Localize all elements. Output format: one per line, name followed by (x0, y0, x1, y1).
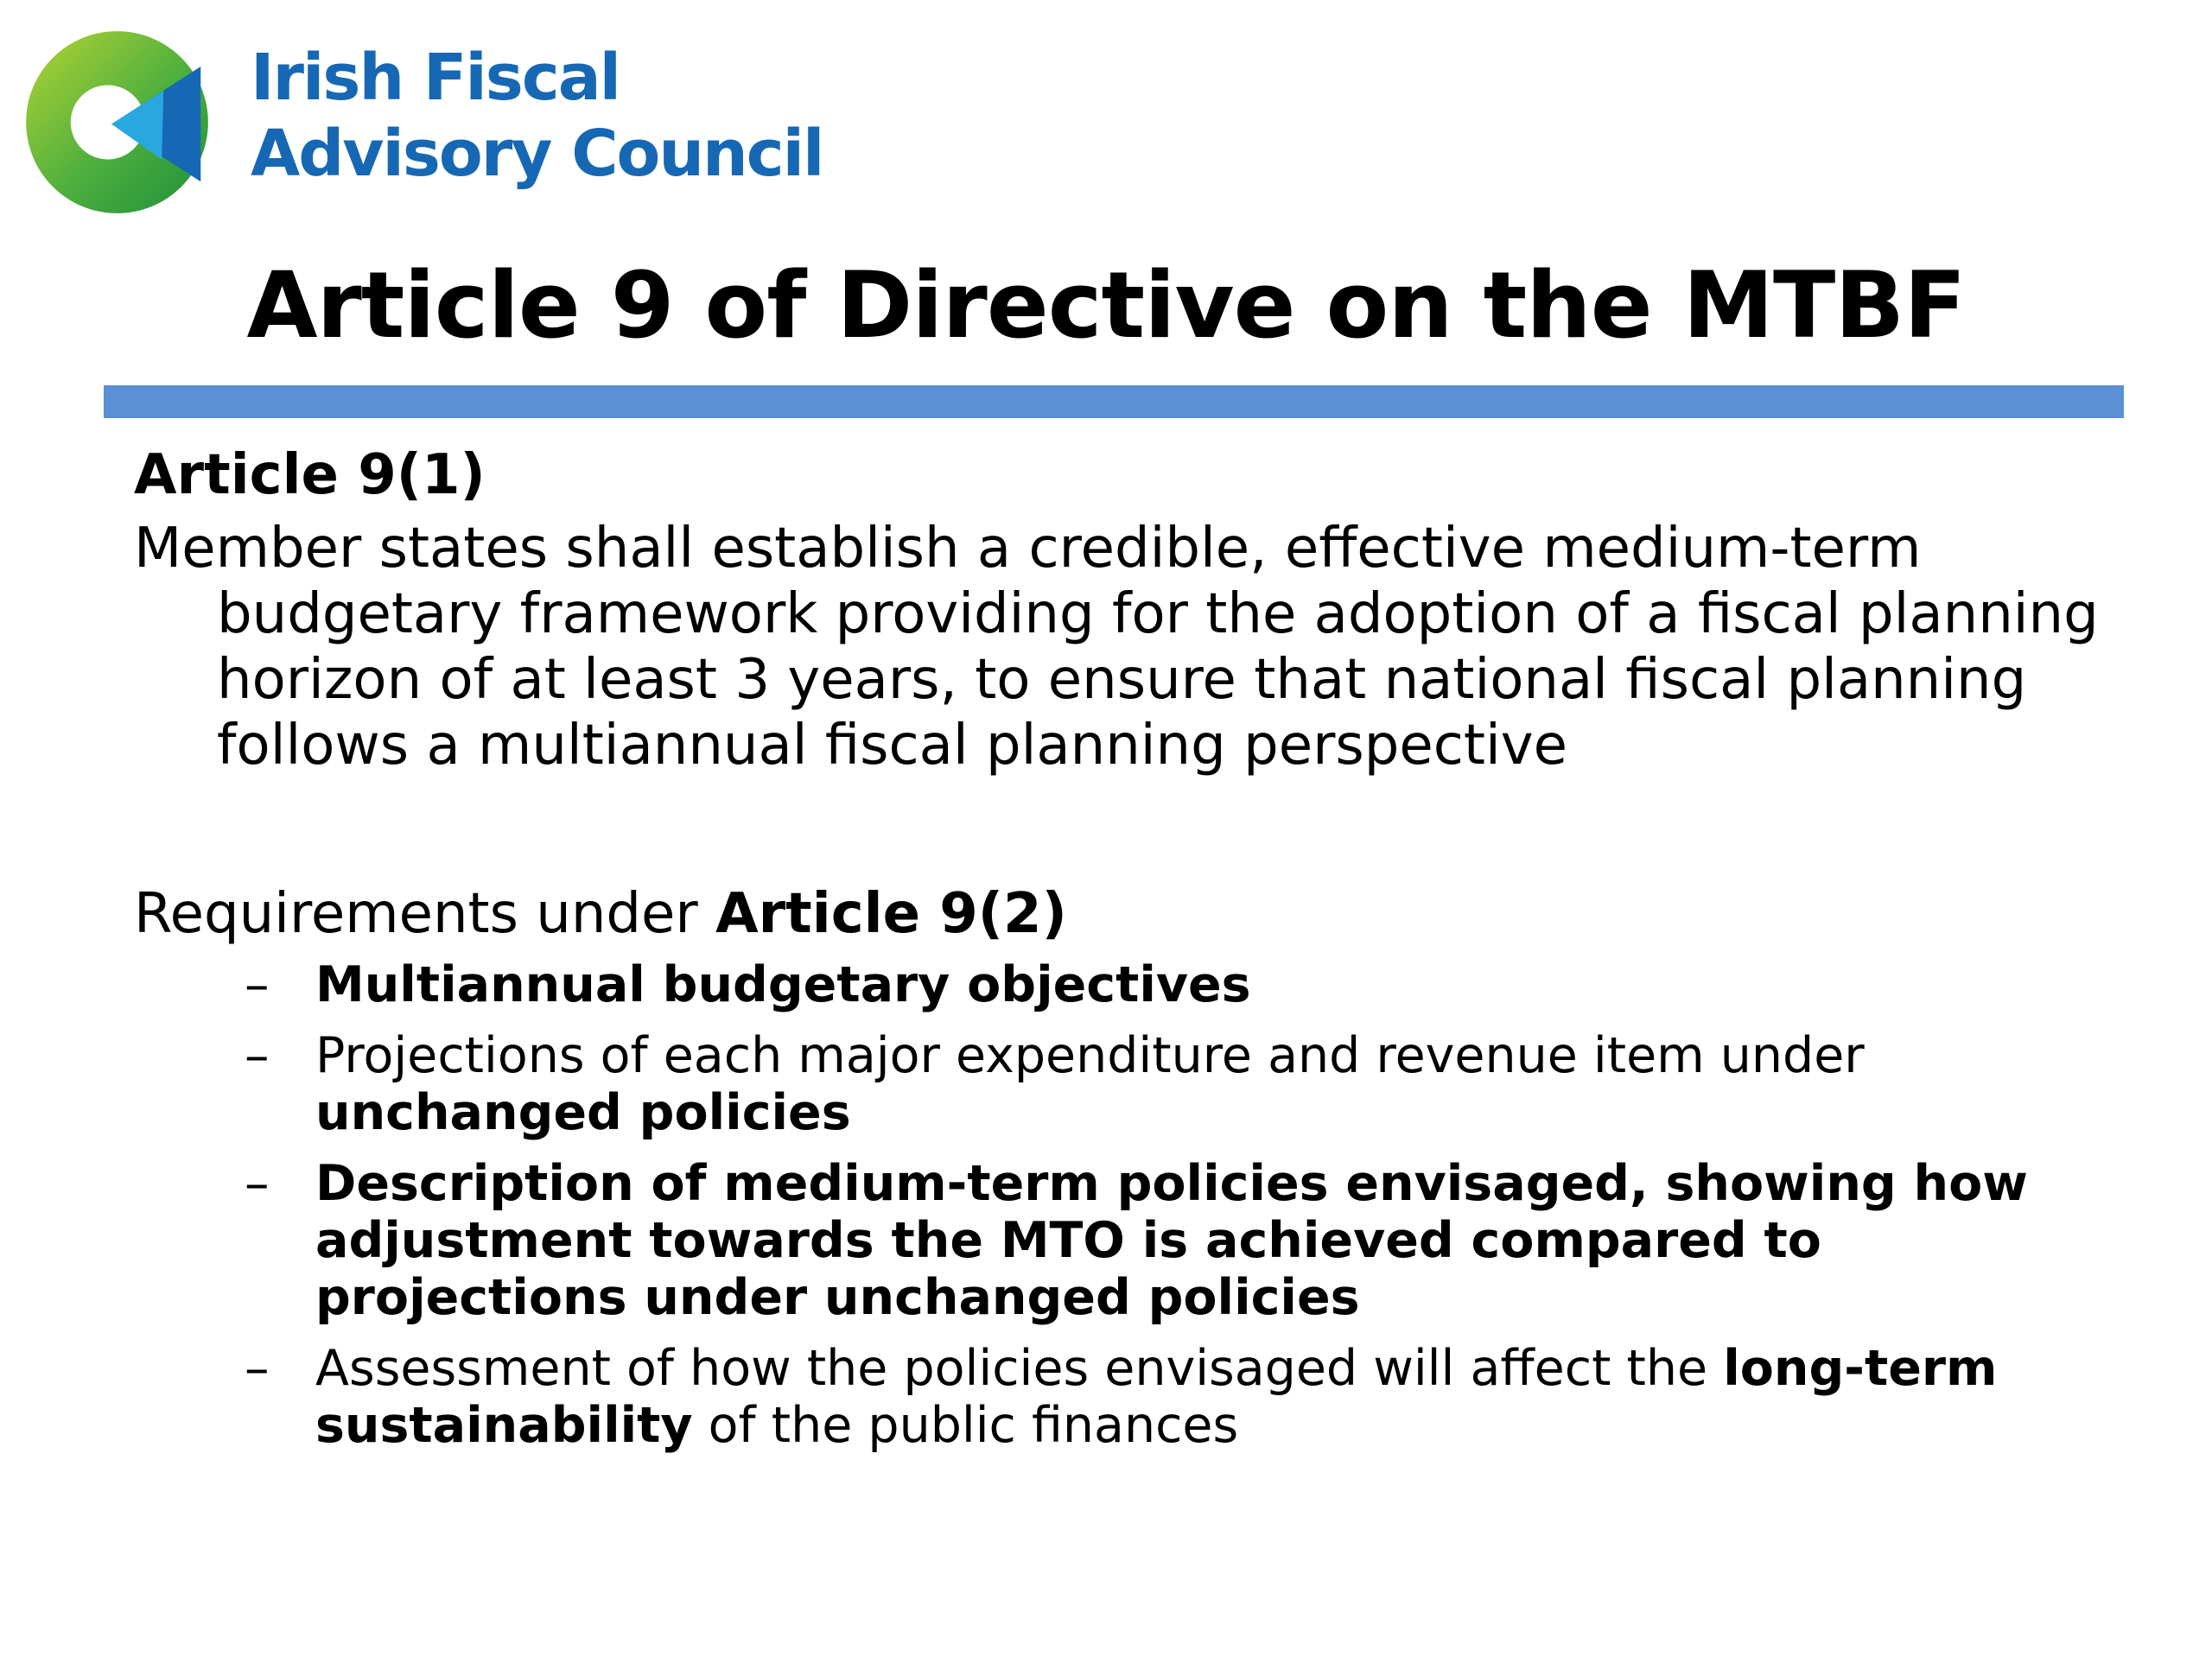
bullet-dash: – (245, 1155, 270, 1212)
slide-body (134, 436, 2121, 1468)
logo-line-1: Irish Fiscal (251, 41, 620, 115)
requirement-text-bold: Description of medium-term policies envisaged, showing how adjustment towards the MTO is achieved compared to projections under unchanged policies (315, 1155, 2028, 1326)
list-item (134, 1155, 2139, 1326)
requirement-text: Assessment of how the policies envisaged will affect the (315, 1340, 1724, 1397)
requirement-text-bold: unchanged policies (315, 1084, 851, 1141)
ifac-logo-mark-icon (24, 29, 210, 215)
title-divider (104, 385, 2124, 418)
article-9-1-paragraph: Member states shall establish a credible, effective medium-term budgetary framework providing for the adoption of a fiscal planning horizon of at least 3 years, to ensure that national fiscal planning follows a multiannual fiscal planning perspective (134, 517, 2099, 778)
requirements-list (134, 956, 2121, 1454)
bullet-dash: – (245, 956, 270, 1013)
requirement-text-bold: long-term sustainability (315, 1340, 1998, 1454)
list-item (134, 956, 2139, 1013)
slide-title: Article 9 of Directive on the MTBF (246, 252, 1966, 359)
requirements-intro: Requirements under (134, 882, 716, 946)
requirement-text: Projections of each major expenditure and revenue item under (315, 1027, 1865, 1084)
ifac-logo (24, 29, 828, 219)
bullet-dash: – (245, 1340, 270, 1397)
requirements-article-ref: Article 9(2) (715, 882, 1067, 946)
requirement-text-after: of the public finances (692, 1397, 1239, 1454)
list-item (134, 1027, 2139, 1141)
requirements-heading (134, 875, 2121, 953)
logo-line-2: Advisory Council (251, 117, 823, 191)
bullet-dash: – (245, 1027, 270, 1084)
article-9-1-heading: Article 9(1) (134, 443, 486, 507)
list-item (134, 1340, 2139, 1454)
requirement-text-bold: Multiannual budgetary objectives (315, 956, 1251, 1013)
logo-wordmark (251, 40, 823, 192)
